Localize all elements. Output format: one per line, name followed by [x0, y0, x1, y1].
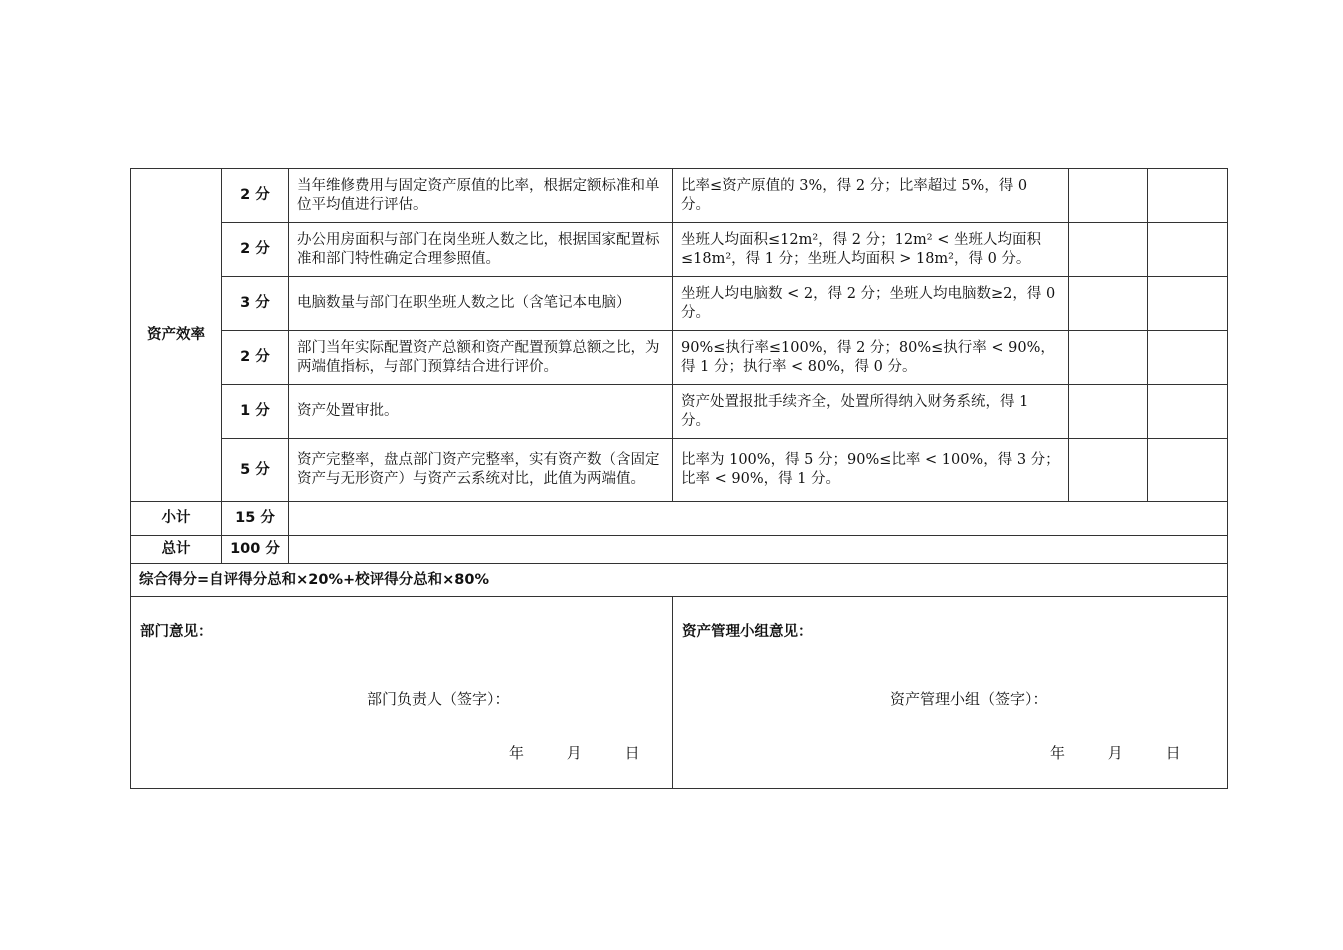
table-row	[131, 169, 1228, 223]
school-score-cell[interactable]	[1148, 385, 1228, 439]
school-score-cell[interactable]	[1148, 277, 1228, 331]
self-score-cell[interactable]	[1069, 277, 1148, 331]
table-row	[131, 439, 1228, 502]
table-row	[131, 277, 1228, 331]
asset-group-opinion-heading: 资产管理小组意见：	[682, 624, 813, 640]
subtotal-label: 小计	[131, 502, 222, 536]
month-label: 月	[566, 744, 582, 762]
table-row	[131, 385, 1228, 439]
score-cell: 3 分	[222, 277, 289, 331]
criteria-cell: 资产处置报批手续齐全，处置所得纳入财务系统，得 1 分。	[673, 385, 1069, 439]
month-label: 月	[1107, 744, 1123, 762]
description-cell: 电脑数量与部门在职坐班人数之比（含笔记本电脑）	[289, 277, 673, 331]
criteria-cell: 坐班人均电脑数 < 2，得 2 分；坐班人均电脑数≥2，得 0 分。	[673, 277, 1069, 331]
self-score-cell[interactable]	[1069, 385, 1148, 439]
total-label: 总计	[131, 536, 222, 564]
asset-group-date-line	[1050, 744, 1181, 763]
department-opinion-box[interactable]	[131, 597, 673, 789]
department-date-line	[509, 744, 640, 763]
year-label: 年	[509, 744, 525, 762]
asset-group-opinion-box[interactable]	[673, 597, 1228, 789]
self-score-cell[interactable]	[1069, 223, 1148, 277]
score-cell: 2 分	[222, 169, 289, 223]
criteria-cell: 比率≤资产原值的 3%，得 2 分；比率超过 5%，得 0 分。	[673, 169, 1069, 223]
description-cell: 资产完整率，盘点部门资产完整率，实有资产数（含固定资产与无形资产）与资产云系统对比，此值为两端值。	[289, 439, 673, 502]
description-cell: 办公用房面积与部门在岗坐班人数之比，根据国家配置标准和部门特性确定合理参照值。	[289, 223, 673, 277]
total-score: 100 分	[222, 536, 289, 564]
department-sign-label: 部门负责人（签字）：	[367, 690, 510, 708]
criteria-cell: 坐班人均面积≤12m²，得 2 分；12m² < 坐班人均面积≤18m²，得 1 分；坐班人均面积 > 18m²，得 0 分。	[673, 223, 1069, 277]
subtotal-row	[131, 502, 1228, 536]
self-score-cell[interactable]	[1069, 169, 1148, 223]
table-row	[131, 223, 1228, 277]
description-cell: 部门当年实际配置资产总额和资产配置预算总额之比，为两端值指标，与部门预算结合进行评价。	[289, 331, 673, 385]
school-score-cell[interactable]	[1148, 169, 1228, 223]
criteria-cell: 比率为 100%，得 5 分；90%≤比率 < 100%，得 3 分；比率 < 90%，得 1 分。	[673, 439, 1069, 502]
score-cell: 5 分	[222, 439, 289, 502]
school-score-cell[interactable]	[1148, 439, 1228, 502]
subtotal-score: 15 分	[222, 502, 289, 536]
self-score-cell[interactable]	[1069, 439, 1148, 502]
category-cell: 资产效率	[131, 169, 222, 502]
score-cell: 2 分	[222, 223, 289, 277]
formula-row	[131, 564, 1228, 597]
department-opinion-heading: 部门意见：	[140, 624, 213, 640]
table-row	[131, 331, 1228, 385]
criteria-cell: 90%≤执行率≤100%，得 2 分；80%≤执行率 < 90%，得 1 分；执行率 < 80%，得 0 分。	[673, 331, 1069, 385]
asset-group-sign-label: 资产管理小组（签字）：	[890, 690, 1048, 708]
school-score-cell[interactable]	[1148, 331, 1228, 385]
day-label: 日	[624, 744, 640, 762]
evaluation-table-sheet	[130, 168, 1227, 789]
subtotal-value-cell[interactable]	[289, 502, 1228, 536]
asset-efficiency-table	[130, 168, 1228, 789]
total-value-cell[interactable]	[289, 536, 1228, 564]
score-cell: 2 分	[222, 331, 289, 385]
total-row	[131, 536, 1228, 564]
description-cell: 当年维修费用与固定资产原值的比率，根据定额标准和单位平均值进行评估。	[289, 169, 673, 223]
description-cell: 资产处置审批。	[289, 385, 673, 439]
formula-text: 综合得分=自评得分总和×20%+校评得分总和×80%	[131, 564, 1228, 597]
day-label: 日	[1165, 744, 1181, 762]
year-label: 年	[1050, 744, 1066, 762]
self-score-cell[interactable]	[1069, 331, 1148, 385]
school-score-cell[interactable]	[1148, 223, 1228, 277]
score-cell: 1 分	[222, 385, 289, 439]
signature-row	[131, 597, 1228, 789]
